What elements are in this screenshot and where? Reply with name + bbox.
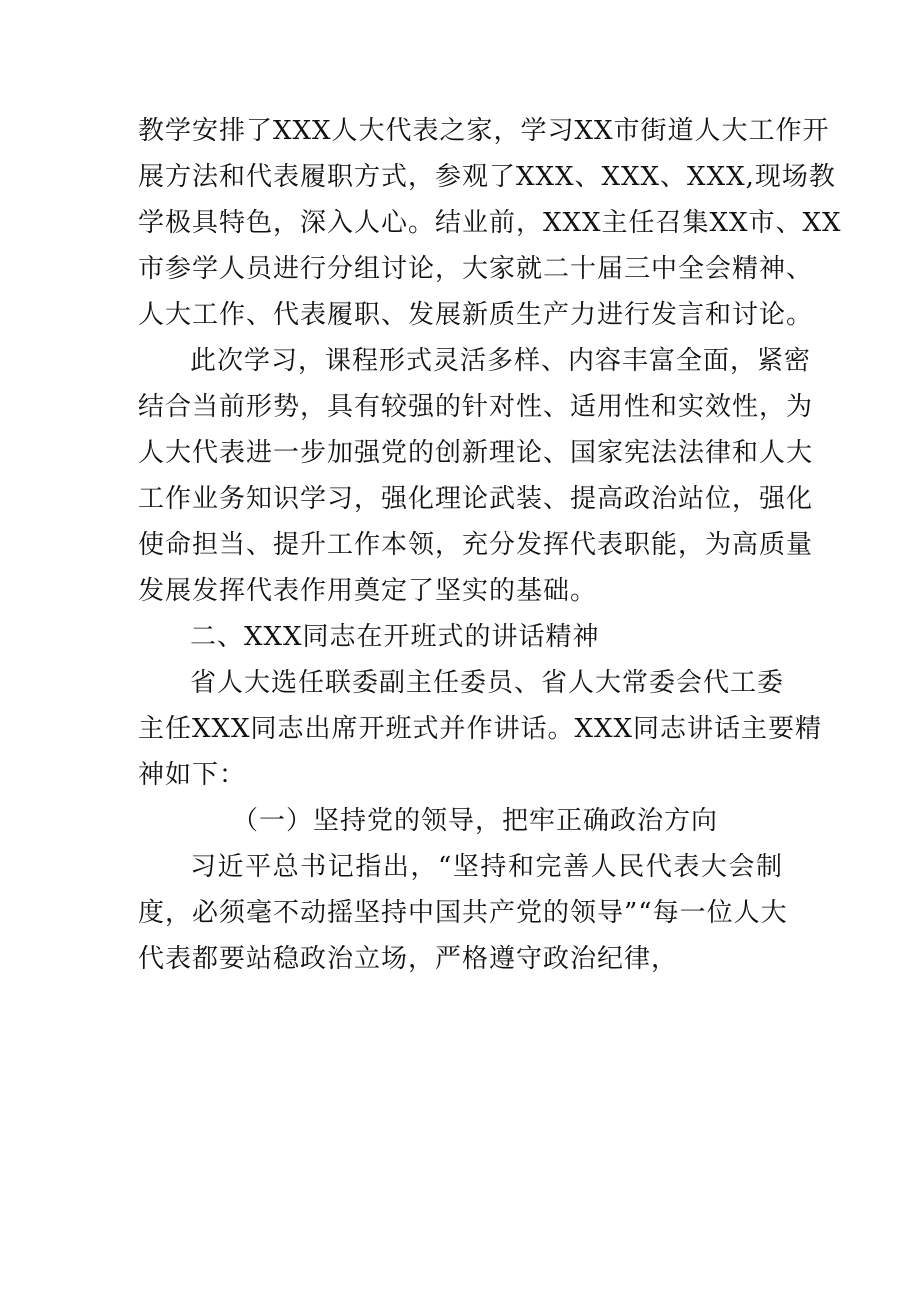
text-line: 人大工作、代表履职、发展新质生产力进行发言和讨论。 [138, 300, 814, 330]
text-line: 发展发挥代表作用奠定了坚实的基础。 [138, 576, 598, 606]
text-line: 人大代表进一步加强党的创新理论、国家宪法法律和人大 [138, 438, 814, 468]
text-line: 代表都要站稳政治立场，严格遵守政治纪律， [138, 944, 679, 974]
text-line: 工作业务知识学习，强化理论武装、提高政治站位，强化 [138, 484, 814, 514]
text-line: 神如下： [138, 760, 247, 790]
text-line: 展方法和代表履职方式，参观了XXX、XXX、XXX,现场教 [138, 162, 836, 192]
text-line: 市参学人员进行分组讨论，大家就二十届三中全会精神、 [138, 254, 814, 284]
text-line: 结合当前形势，具有较强的针对性、适用性和实效性，为 [138, 392, 814, 422]
text-line: 学极具特色，深入人心。结业前，XXX主任召集XX市、XX [138, 208, 842, 238]
text-line: 使命担当、提升工作本领，充分发挥代表职能，为高质量 [138, 530, 814, 560]
section-heading: 二、XXX同志在开班式的讲话精神 [190, 622, 600, 652]
paragraph-first-line: 习近平总书记指出，“坚持和完善人民代表大会制 [190, 852, 783, 882]
text-line: 教学安排了XXX人大代表之家，学习XX市街道人大工作开 [138, 116, 830, 146]
paragraph-first-line: 省人大选任联委副主任委员、省人大常委会代工委 [190, 668, 785, 698]
subsection-heading: （一）坚持党的领导，把牢正确政治方向 [232, 806, 719, 836]
text-line: 主任XXX同志出席开班式并作讲话。XXX同志讲话主要精 [138, 714, 823, 744]
paragraph-first-line: 此次学习，课程形式灵活多样、内容丰富全面，紧密 [190, 346, 812, 376]
text-line: 度，必须毫不动摇坚持中国共产党的领导”“每一位人大 [138, 898, 788, 928]
body-text [138, 108, 842, 982]
